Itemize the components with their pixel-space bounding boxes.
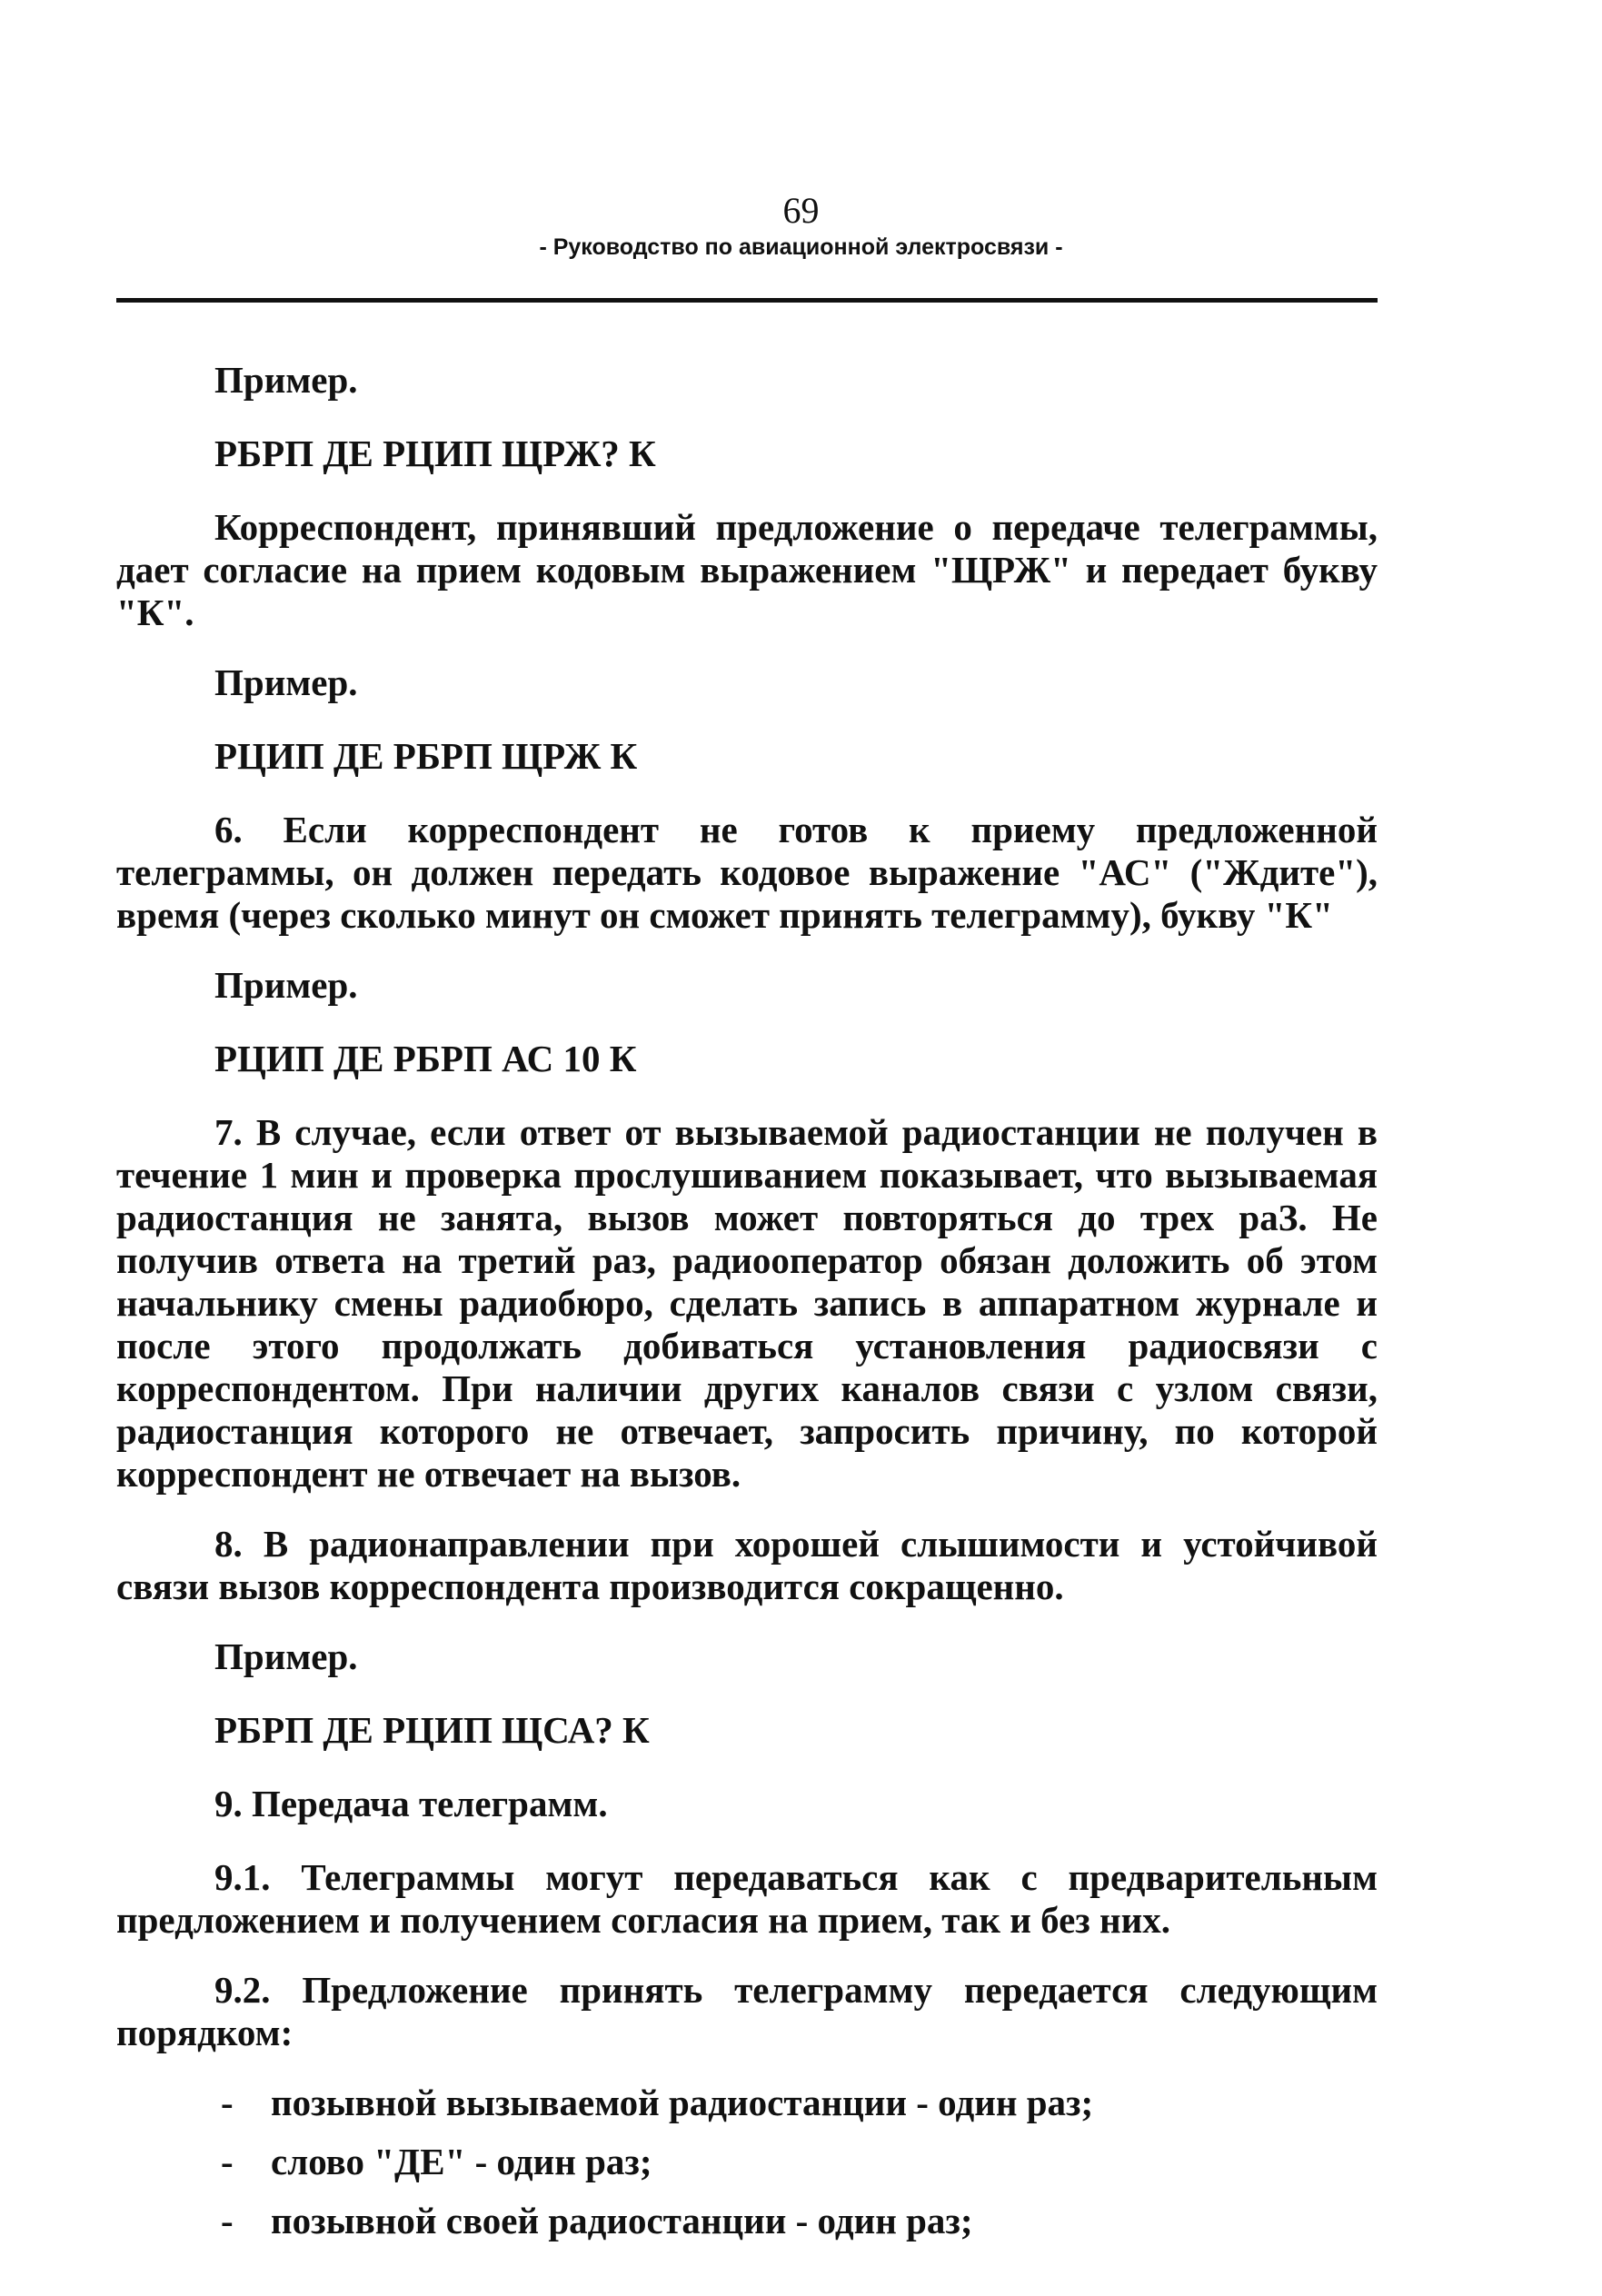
list-dash: - [221, 2141, 234, 2182]
example-code: РЦИП ДЕ РБРП ЩРЖ К [214, 735, 638, 777]
document-body [116, 359, 1378, 2259]
procedure-list [116, 2082, 1378, 2242]
example-label: Пример. [214, 661, 358, 703]
list-item-text: позывной своей радиостанции - один раз; [271, 2200, 973, 2241]
paragraph-9-2: 9.2. Предложение принять телеграмму передается следующим порядком: [116, 1969, 1378, 2053]
example-label: Пример. [214, 1635, 358, 1677]
example-label: Пример. [214, 964, 358, 1006]
paragraph-acceptance: Корреспондент, принявший предложение о передаче телеграммы, дает согласие на прием кодовым выражением "ЩРЖ" и передает букву "К". [116, 506, 1378, 633]
list-item-text: позывной вызываемой радиостанции - один раз; [271, 2082, 1094, 2123]
list-dash: - [221, 2082, 234, 2123]
example-code: РБРП ДЕ РЦИП ЩСА? К [214, 1709, 650, 1751]
example-label: Пример. [214, 359, 358, 401]
example-code: РБРП ДЕ РЦИП ЩРЖ? К [214, 432, 656, 474]
list-item-text: слово "ДЕ" - один раз; [271, 2141, 652, 2182]
paragraph-8: 8. В радионаправлении при хорошей слышимости и устойчивой связи вызов корреспондента производится сокращенно. [116, 1523, 1378, 1607]
running-header: - Руководство по авиационной электросвязи - [539, 234, 1063, 260]
page-number: 69 [782, 190, 820, 231]
list-item [116, 2200, 1378, 2242]
list-item [116, 2141, 1378, 2183]
paragraph-9: 9. Передача телеграмм. [214, 1783, 608, 1824]
paragraph-7: 7. В случае, если ответ от вызываемой радиостанции не получен в течение 1 мин и проверка прослушиванием показывает, что вызываемая радиостанция не занята, вызов может повторяться до трех раЗ. Не получив ответа на третий раз, радиооператор обязан доложить об этом начальнику смены радиобюро, сделать запись в аппаратном журнале и после этого продолжать добиваться установления радиосвязи с корреспондентом. При наличии других каналов связи с узлом связи, радиостанция которого не отвечает, запросить причину, по которой корреспондент не отвечает на вызов. [116, 1111, 1378, 1495]
paragraph-9-1: 9.1. Телеграммы могут передаваться как с предварительным предложением и получением согласия на прием, так и без них. [116, 1856, 1378, 1941]
paragraph-6: 6. Если корреспондент не готов к приему предложенной телеграммы, он должен передать кодовое выражение "АС" ("Ждите"), время (через сколько минут он сможет принять телеграмму), букву "К" [116, 809, 1378, 936]
header-rule [116, 298, 1378, 303]
list-dash: - [221, 2200, 234, 2241]
example-code: РЦИП ДЕ РБРП АС 10 К [214, 1038, 637, 1079]
list-item [116, 2082, 1378, 2124]
